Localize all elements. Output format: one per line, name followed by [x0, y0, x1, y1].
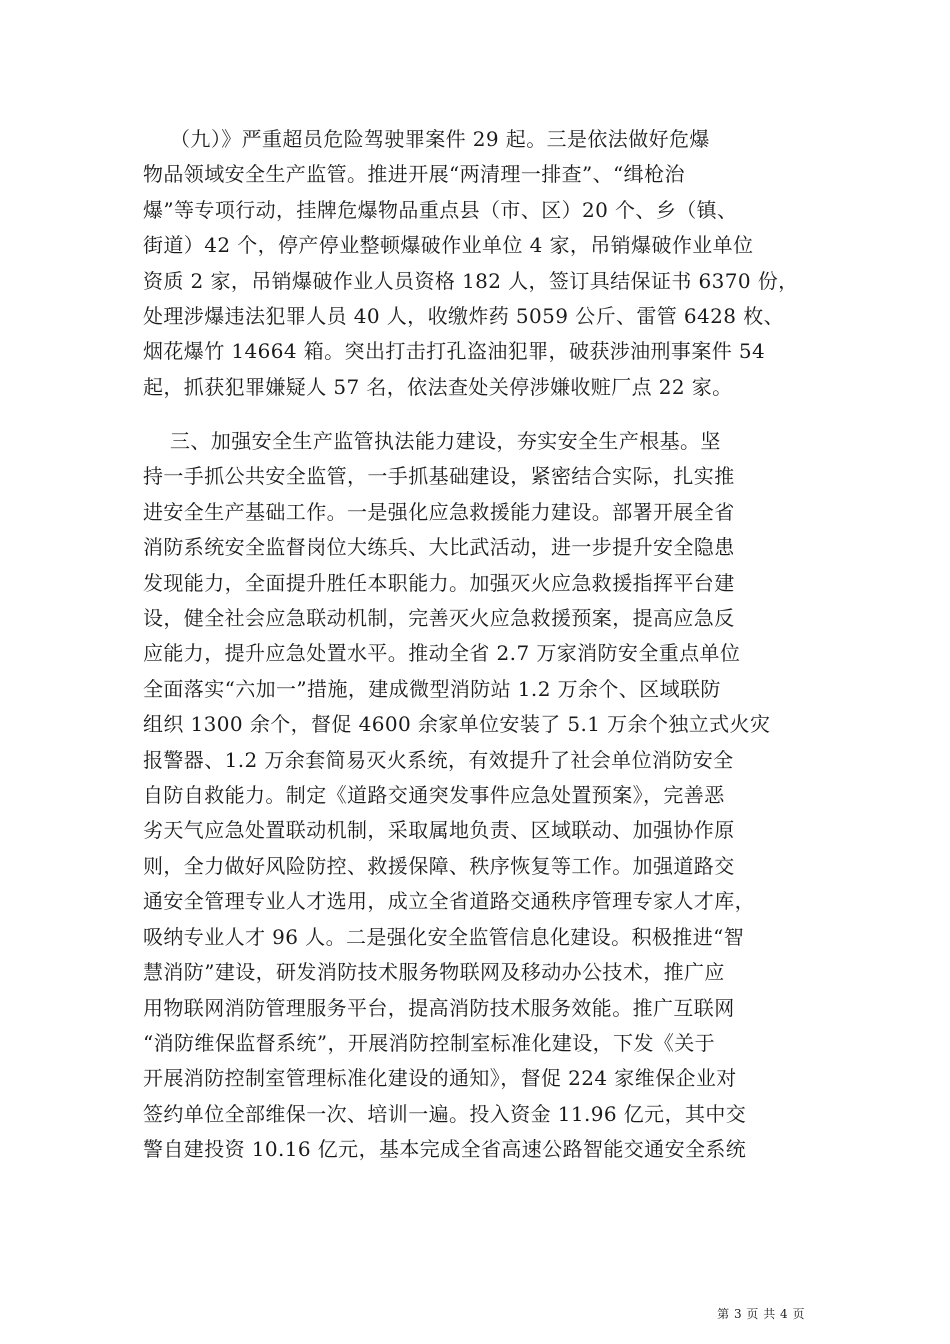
paragraph-line: 起，抓获犯罪嫌疑人 57 名，依法查处关停涉嫌收赃厂点 22 家。 — [143, 374, 733, 399]
page-number-footer: 第 3 页 共 4 页 — [717, 1307, 805, 1321]
paragraph-line: 应能力，提升应急处置水平。推动全省 2.7 万家消防安全重点单位 — [143, 641, 741, 666]
paragraph-line: 报警器、1.2 万余套简易灭火系统，有效提升了社会单位消防安全 — [143, 747, 734, 772]
paragraph-1 — [143, 122, 815, 405]
paragraph-line: 消防系统安全监督岗位大练兵、大比武活动，进一步提升安全隐患 — [143, 535, 735, 560]
paragraph-line: 烟花爆竹 14664 箱。突出打击打孔盗油犯罪，破获涉油刑事案件 54 — [143, 339, 766, 364]
paragraph-line: 物品领域安全生产监管。推进开展“两清理一排查”、“缉枪治 — [143, 162, 685, 187]
paragraph-line: 设，健全社会应急联动机制，完善灭火应急救援预案，提高应急反 — [143, 606, 735, 631]
paragraph-line: 警自建投资 10.16 亿元，基本完成全省高速公路智能交通安全系统 — [143, 1137, 747, 1162]
paragraph-line: 资质 2 家，吊销爆破作业人员资格 182 人，签订具结保证书 6370 份， — [143, 268, 799, 293]
paragraph-line: 通安全管理专业人才选用，成立全省道路交通秩序管理专家人才库， — [143, 889, 755, 914]
paragraph-line: 组织 1300 余个，督促 4600 余家单位安装了 5.1 万余个独立式火灾 — [143, 712, 771, 737]
paragraph-line: 劣天气应急处置联动机制，采取属地负责、区域联动、加强协作原 — [143, 818, 735, 843]
paragraph-line: 吸纳专业人才 96 人。二是强化安全监管信息化建设。积极推进“智 — [143, 924, 745, 949]
paragraph-line: 慧消防”建设，研发消防技术服务物联网及移动办公技术，推广应 — [143, 960, 725, 985]
paragraph-2 — [143, 424, 815, 1168]
paragraph-line: 开展消防控制室管理标准化建设的通知》，督促 224 家维保企业对 — [143, 1066, 737, 1091]
paragraph-line: 三、加强安全生产监管执法能力建设，夯实安全生产根基。坚 — [143, 429, 721, 453]
paragraph-line: 爆”等专项行动，挂牌危爆物品重点县（市、区）20 个、乡（镇、 — [143, 197, 738, 222]
paragraph-line: 持一手抓公共安全监管，一手抓基础建设，紧密结合实际，扎实推 — [143, 464, 735, 489]
paragraph-line: “消防维保监督系统”，开展消防控制室标准化建设，下发《关于 — [143, 1030, 716, 1055]
paragraph-line: 街道）42 个，停产停业整顿爆破作业单位 4 家，吊销爆破作业单位 — [143, 233, 754, 258]
paragraph-line: 用物联网消防管理服务平台，提高消防技术服务效能。推广互联网 — [143, 995, 735, 1020]
paragraph-line: （九）》严重超员危险驾驶罪案件 29 起。三是依法做好危爆 — [143, 127, 710, 151]
paragraph-line: 发现能力，全面提升胜任本职能力。加强灭火应急救援指挥平台建 — [143, 570, 735, 595]
paragraph-line: 自防自救能力。制定《道路交通突发事件应急处置预案》，完善恶 — [143, 783, 725, 808]
paragraph-line: 签约单位全部维保一次、培训一遍。投入资金 11.96 亿元，其中交 — [143, 1101, 747, 1126]
paragraph-line: 进安全生产基础工作。一是强化应急救援能力建设。部署开展全省 — [143, 499, 735, 524]
paragraph-line: 则，全力做好风险防控、救援保障、秩序恢复等工作。加强道路交 — [143, 853, 735, 878]
paragraph-line: 全面落实“六加一”措施，建成微型消防站 1.2 万余个、区域联防 — [143, 676, 721, 701]
paragraph-line: 处理涉爆违法犯罪人员 40 人，收缴炸药 5059 公斤、雷管 6428 枚、 — [143, 304, 784, 329]
